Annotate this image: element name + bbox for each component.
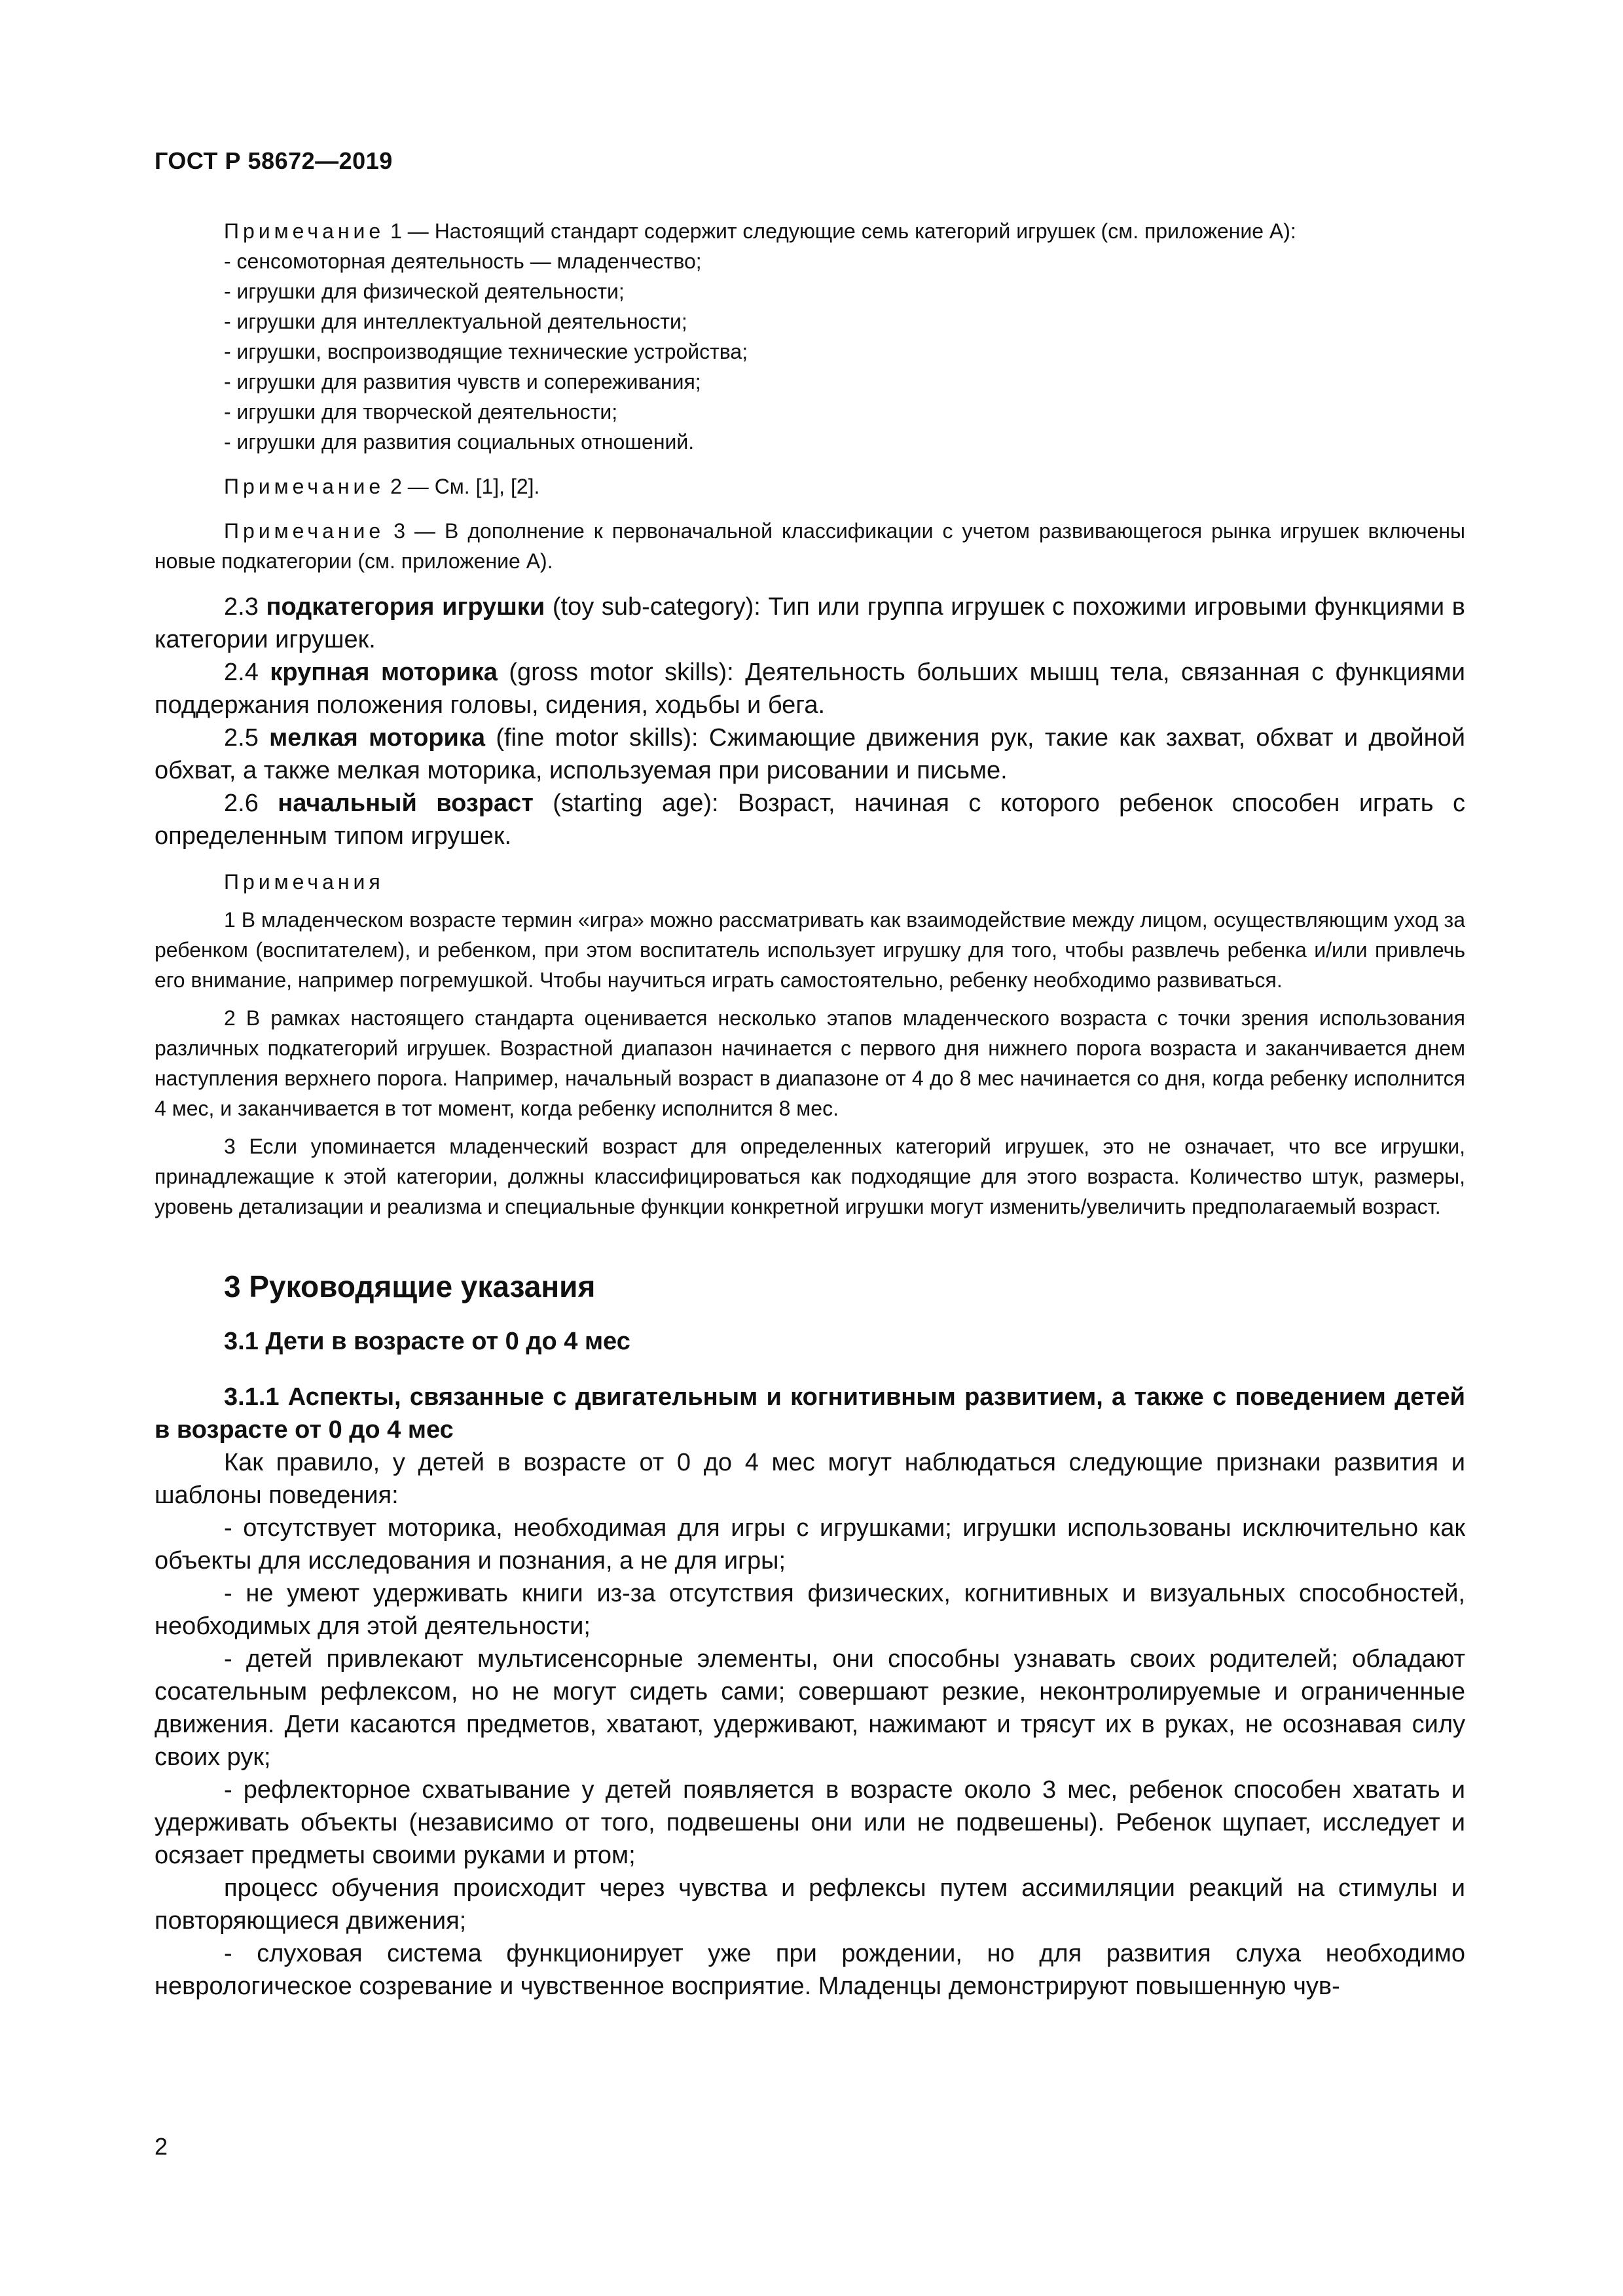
definition-number: 2.5 (224, 724, 259, 752)
section-paragraph: - рефлекторное схватывание у детей появляется в возрасте около 3 мес, ребенок способен хватать и удерживать объекты (независимо от того, подвешены они или не подвешены). Ребенок щупает, исследует и осязает предметы своими руками и ртом; (155, 1776, 1465, 1869)
section-paragraph: - не умеют удерживать книги из-за отсутствия физических, когнитивных и визуальных способностей, необходимых для этой деятельности; (155, 1580, 1465, 1640)
definition-2-3 (155, 591, 1465, 656)
definition-term: подкатегория игрушки (266, 593, 545, 621)
note-label: Примечание (224, 219, 385, 243)
document-code: ГОСТ Р 58672—2019 (155, 147, 393, 174)
definition-number: 2.4 (224, 659, 259, 686)
section-3-heading: 3 Руководящие указания (224, 1269, 596, 1303)
definition-term: начальный возраст (278, 790, 534, 817)
section-paragraph: Как правило, у детей в возрасте от 0 до 4 мес могут наблюдаться следующие признаки развития и шаблоны поведения: (155, 1449, 1465, 1509)
list-item: - игрушки для творческой деятельности; (224, 397, 1465, 427)
definition-number: 2.3 (224, 593, 259, 621)
page-content (155, 216, 1465, 2003)
definition-2-5 (155, 721, 1465, 787)
definition-term: крупная моторика (270, 659, 498, 686)
note-text: 3 — В дополнение к первоначальной классификации с учетом развивающегося рынка игрушек включены новые подкатегории (см. приложение А). (155, 519, 1466, 573)
list-item: - игрушки для развития социальных отношений. (224, 427, 1465, 457)
list-item: - игрушки для развития чувств и сопереживания; (224, 367, 1465, 397)
note-3 (155, 516, 1465, 576)
note-1 (155, 216, 1465, 246)
note-label: Примечание (224, 475, 385, 498)
notes-item-1: 1 В младенческом возрасте термин «игра» можно рассматривать как взаимодействие между лицом, осуществляющим уход за ребенком (воспитателем), и ребенком, при этом воспитатель использует игрушку для того, чтобы развлечь ребенка и/или привлечь его внимание, например погремушкой. Чтобы научиться играть самостоятельно, ребенку необходимо развиваться. (155, 908, 1465, 992)
notes-heading: Примечания (224, 870, 384, 894)
notes-item-2: 2 В рамках настоящего стандарта оценивается несколько этапов младенческого возраста с точки зрения использования различных подкатегорий игрушек. Возрастной диапазон начинается с первого дня нижнего порога возраста и заканчивается днем наступления верхнего порога. Например, начальный возраст в диапазоне от 4 до 8 мес начинается со дня, когда ребенку исполнится 4 мес, и заканчивается в тот момент, когда ребенку исполнится 8 мес. (155, 1006, 1465, 1120)
definition-2-6 (155, 787, 1465, 852)
note-text: 1 — Настоящий стандарт содержит следующие семь категорий игрушек (см. приложение А): (390, 219, 1296, 243)
definition-2-4 (155, 656, 1465, 721)
note-text: 2 — См. [1], [2]. (390, 475, 540, 498)
section-paragraph: - слуховая система функционирует уже при рождении, но для развития слуха необходимо неврологическое созревание и чувственное восприятие. Младенцы демонстрируют повышенную чув- (155, 1940, 1465, 2000)
section-3-1-1-heading: 3.1.1 Аспекты, связанные с двигательным и когнитивным развитием, а также с поведением детей в возрасте от 0 до 4 мес (155, 1383, 1465, 1444)
definition-number: 2.6 (224, 790, 259, 817)
note-label: Примечание (224, 519, 385, 543)
section-paragraph: - отсутствует моторика, необходимая для игры с игрушками; игрушки использованы исключительно как объекты для исследования и познания, а не для игры; (155, 1514, 1465, 1575)
page-number: 2 (155, 2133, 168, 2160)
list-item: - игрушки, воспроизводящие технические устройства; (224, 337, 1465, 367)
section-paragraph: процесс обучения происходит через чувства и рефлексы путем ассимиляции реакций на стимулы и повторяющиеся движения; (155, 1874, 1465, 1935)
definitions (155, 591, 1465, 852)
note-2 (155, 471, 1465, 501)
definition-text: (fine motor skills): Сжимающие движения рук, такие как захват, обхват и двойной обхват, а также мелкая моторика, используемая при рисовании и письме. (155, 724, 1465, 784)
list-item: - сенсомоторная деятельность — младенчество; (224, 246, 1465, 276)
category-list (224, 246, 1465, 457)
section-paragraph: - детей привлекают мультисенсорные элементы, они способны узнавать своих родителей; обладают сосательным рефлексом, но не могут сидеть сами; совершают резкие, неконтролируемые и ограниченные движения. Дети касаются предметов, хватают, удерживают, нажимают и трясут их в руках, не осознавая силу своих рук; (155, 1645, 1465, 1771)
definition-term: мелкая моторика (269, 724, 486, 752)
definition-text: (starting age): Возраст, начиная с которого ребенок способен играть с определенным типом игрушек. (155, 790, 1465, 850)
definition-text: (toy sub-category): Тип или группа игрушек с похожими игровыми функциями в категории игрушек. (155, 593, 1465, 653)
notes-item-3: 3 Если упоминается младенческий возраст для определенных категорий игрушек, это не означает, что все игрушки, принадлежащие к этой категории, должны классифицироваться как подходящие для этого возраста. Количество штук, размеры, уровень детализации и реализма и специальные функции конкретной игрушки могут изменить/увеличить предполагаемый возраст. (155, 1135, 1465, 1218)
section-3-1-heading: 3.1 Дети в возрасте от 0 до 4 мес (224, 1328, 630, 1355)
list-item: - игрушки для физической деятельности; (224, 276, 1465, 306)
list-item: - игрушки для интеллектуальной деятельности; (224, 306, 1465, 337)
definition-text: (gross motor skills): Деятельность больших мышц тела, связанная с функциями поддержания положения головы, сидения, ходьбы и бега. (155, 659, 1466, 719)
